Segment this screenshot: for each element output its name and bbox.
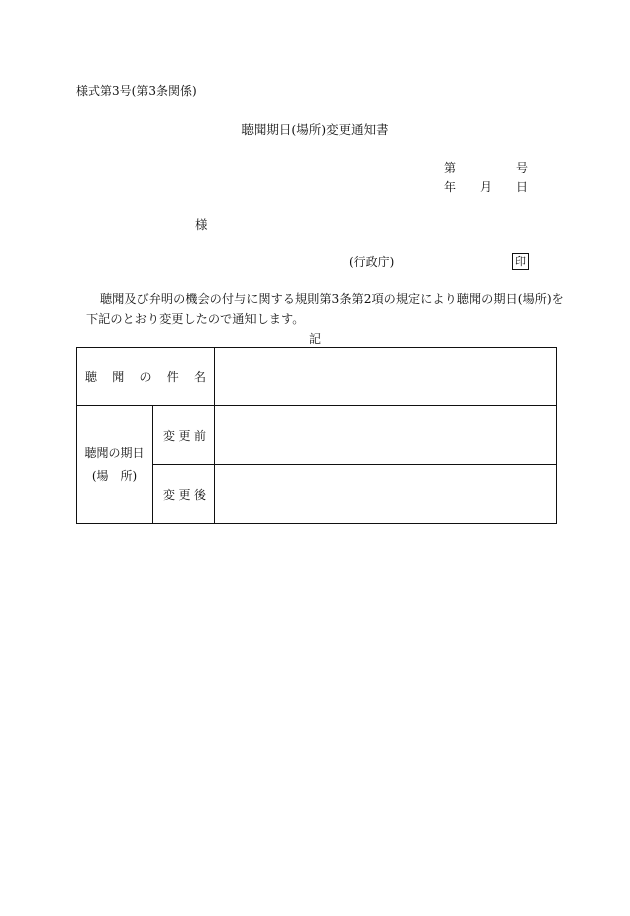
date-day-label: 日 bbox=[516, 180, 529, 194]
seal-label: 印 bbox=[515, 255, 526, 268]
case-name-char: 名 bbox=[194, 370, 207, 384]
before-row bbox=[77, 406, 557, 465]
after-char: 変 bbox=[163, 487, 176, 502]
after-label bbox=[153, 486, 214, 503]
date-place-label-line-2: (場 所) bbox=[91, 468, 138, 483]
before-value-cell[interactable] bbox=[215, 406, 557, 465]
after-char: 更 bbox=[178, 487, 191, 502]
body-text-line-2: 下記のとおり変更したので通知します。 bbox=[86, 312, 305, 326]
document-title: 聴聞期日(場所)変更通知書 bbox=[241, 122, 389, 137]
after-char: 後 bbox=[194, 487, 207, 502]
date-place-label bbox=[77, 442, 152, 488]
before-char: 変 bbox=[163, 428, 176, 443]
date-year-label: 年 bbox=[444, 180, 457, 194]
case-name-char: 聞 bbox=[112, 370, 125, 384]
case-name-char: 件 bbox=[166, 370, 179, 384]
seal-mark bbox=[512, 253, 529, 270]
date-place-label-line-1: 聴聞の期日 bbox=[84, 445, 145, 460]
after-label-cell bbox=[153, 465, 215, 524]
sender-agency-label: (行政庁) bbox=[349, 255, 395, 269]
after-value-cell[interactable] bbox=[215, 465, 557, 524]
details-table bbox=[76, 347, 557, 524]
body-text-line-1: 聴聞及び弁明の機会の付与に関する規則第3条第2項の規定により聴聞の期日(場所)を bbox=[100, 292, 564, 306]
case-name-label-cell bbox=[77, 348, 215, 406]
addressee-honorific: 様 bbox=[195, 217, 208, 232]
case-name-char: の bbox=[139, 370, 152, 384]
ki-heading: 記 bbox=[308, 332, 321, 346]
case-name-char: 聴 bbox=[85, 370, 98, 384]
form-number: 様式第3号(第3条関係) bbox=[76, 84, 197, 98]
date-place-label-cell bbox=[77, 406, 153, 524]
before-char: 前 bbox=[194, 428, 207, 443]
case-name-row bbox=[77, 348, 557, 406]
before-label bbox=[153, 427, 214, 444]
doc-number-suffix: 号 bbox=[516, 161, 529, 175]
case-name-value-cell[interactable] bbox=[215, 348, 557, 406]
before-char: 更 bbox=[178, 428, 191, 443]
date-month-label: 月 bbox=[480, 180, 493, 194]
before-label-cell bbox=[153, 406, 215, 465]
case-name-label bbox=[77, 368, 214, 385]
doc-number-prefix: 第 bbox=[444, 161, 457, 175]
